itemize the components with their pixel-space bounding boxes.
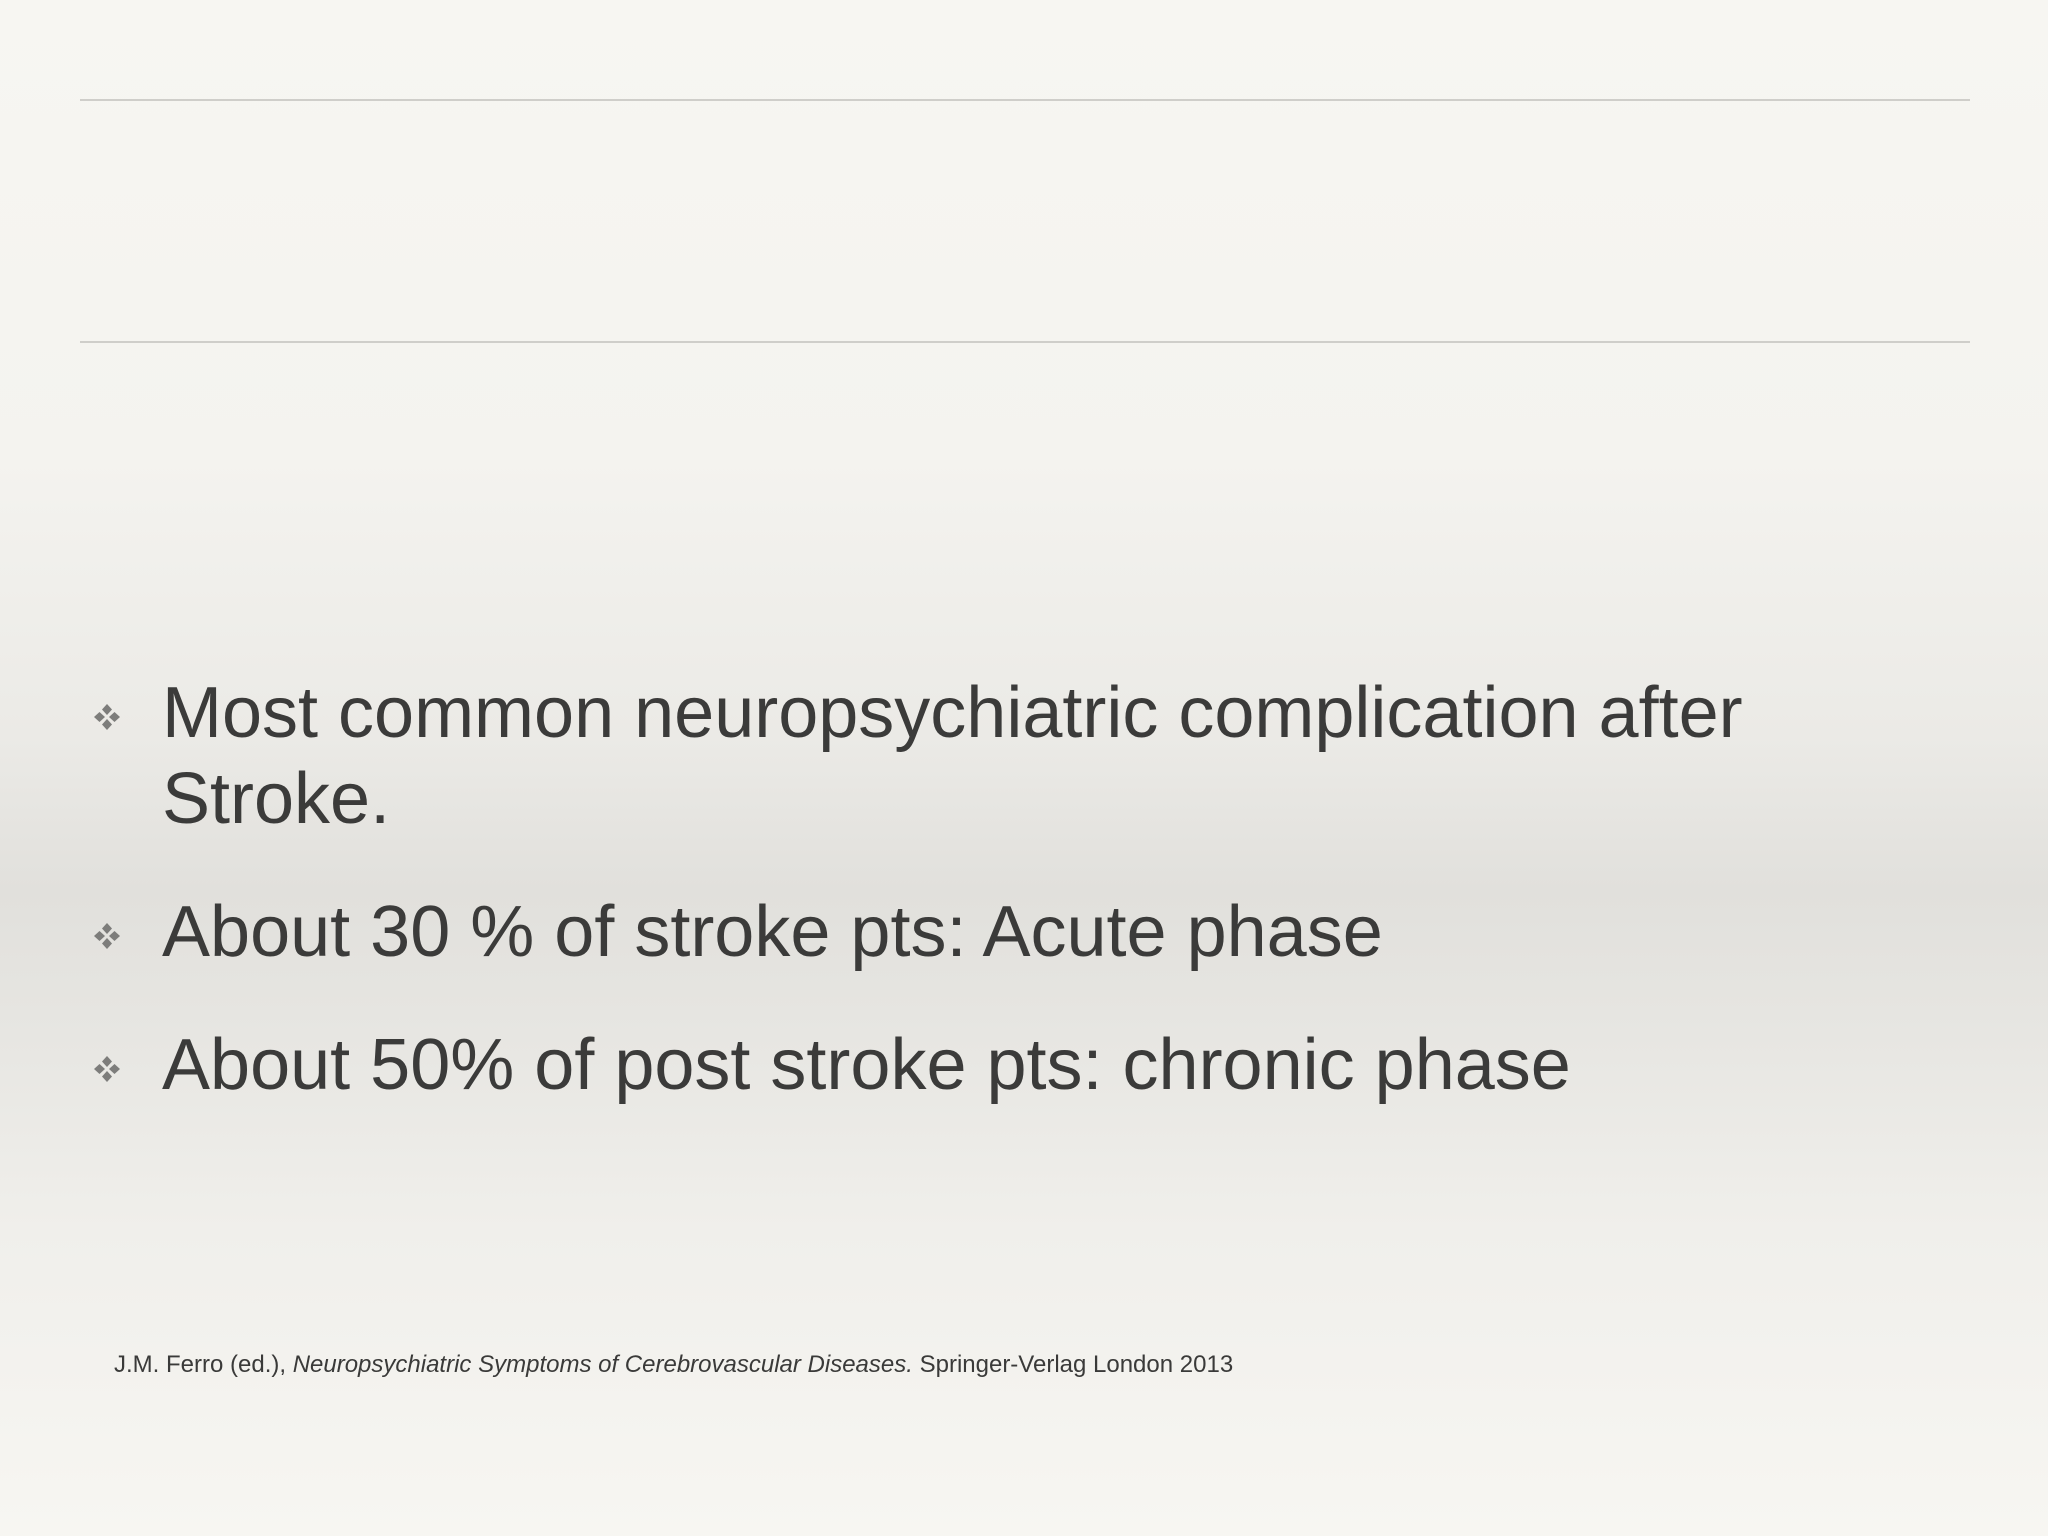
diamond-bullet-icon [92, 702, 122, 732]
diamond-bullet-icon [92, 1054, 122, 1084]
bullet-item [84, 889, 1964, 975]
bullet-text: About 30 % of stroke pts: Acute phase [162, 892, 1383, 972]
bullet-text: Most common neuropsychiatric complication after Stroke. [162, 673, 1743, 839]
bullet-item [84, 670, 1964, 842]
title-top-rule [80, 99, 1970, 101]
diamond-bullet-icon [92, 921, 122, 951]
bullet-list [84, 670, 1964, 1155]
bullet-text: About 50% of post stroke pts: chronic phase [162, 1025, 1571, 1105]
citation-publisher: Springer-Verlag London 2013 [912, 1351, 1234, 1378]
citation-author: J.M. Ferro (ed.), [114, 1351, 293, 1378]
title-bottom-rule [80, 341, 1970, 343]
citation [114, 1350, 1233, 1380]
bullet-item [84, 1022, 1964, 1108]
citation-book-title: Neuropsychiatric Symptoms of Cerebrovascular Diseases. [292, 1351, 913, 1378]
